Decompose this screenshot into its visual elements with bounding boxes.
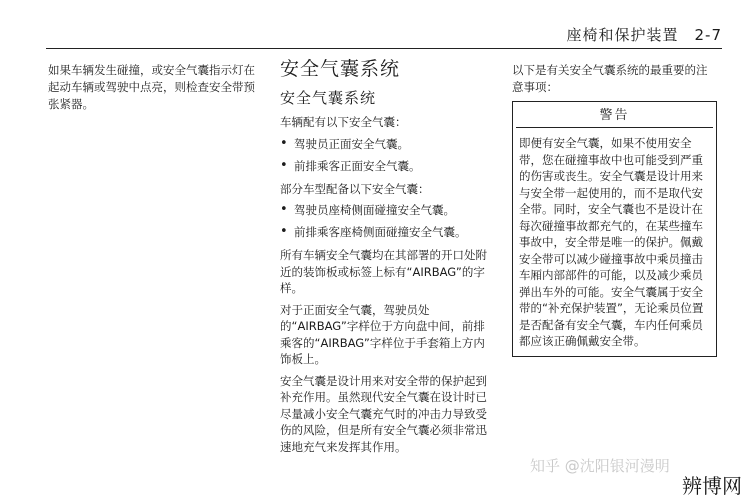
airbag-supplement-paragraph: 安全气囊是设计用来对安全带的保护起到补充作用。虽然现代安全气囊在设计时已尽量减小安全气囊充气时的冲击力导致受伤的风险，但是所有安全气囊必须非常迅速地充气来发挥其作用。 — [280, 373, 487, 454]
airbag-label-paragraph: 所有车辆安全气囊均在其部署的开口处附近的装饰板或标签上标有“AIRBAG”的字样。 — [280, 248, 487, 295]
list-item: • 驾驶员正面安全气囊。 — [280, 136, 496, 153]
right-column — [512, 62, 717, 357]
left-column-text: 如果车辆发生碰撞，或安全气囊指示灯在起动车辆或驾驶中点亮，则检查安全带预张紧器。 — [48, 63, 255, 111]
optional-airbag-list — [280, 202, 496, 241]
warning-box — [512, 101, 717, 357]
middle-column — [280, 56, 496, 460]
left-column — [48, 62, 264, 113]
optional-airbag-intro: 部分车型配备以下安全气囊： — [280, 181, 430, 196]
list-item: • 前排乘客正面安全气囊。 — [280, 158, 496, 175]
standard-airbag-list — [280, 136, 496, 175]
precautions-intro: 以下是有关安全气囊系统的最重要的注意事项： — [512, 63, 708, 94]
list-item: • 驾驶员座椅侧面碰撞安全气囊。 — [280, 202, 496, 219]
page-title: 座椅和保护装置 2-7 — [566, 26, 722, 44]
airbag-intro: 车辆配有以下安全气囊： — [280, 115, 407, 129]
site-logo: 辨博网 — [680, 470, 744, 499]
list-item: • 前排乘客座椅侧面碰撞安全气囊。 — [280, 224, 496, 241]
warning-text: 即便有安全气囊，如果不使用安全带，您在碰撞事故中也可能受到严重的伤害或丧生。安全气囊是设计用来与安全带一起使用的，而不是取代安全带。同时，安全气囊也不是设计在每次碰撞事故都充气的，在某些撞车事故中，安全带是唯一的保护。佩戴安全带可以减少碰撞事故中乘员撞击车厢内部部件的可能，以及减少乘员弹出车外的可能。安全气囊属于安全带的“补充保护装置”，无论乘员位置是否配备有安全气囊，车内任何乘员都应该正确佩戴安全带。 — [519, 136, 704, 348]
warning-title: 警告 — [516, 105, 713, 128]
watermark: 知乎 @沈阳银河漫明 — [530, 457, 670, 475]
page-header — [46, 0, 722, 49]
airbag-location-paragraph: 对于正面安全气囊，驾驶员处的“AIRBAG”字样位于方向盘中间，前排乘客的“AIRBAG”字样位于手套箱上方内饰板上。 — [280, 302, 485, 366]
section-heading: 安全气囊系统 — [280, 89, 377, 107]
section-heading-large: 安全气囊系统 — [280, 58, 401, 80]
